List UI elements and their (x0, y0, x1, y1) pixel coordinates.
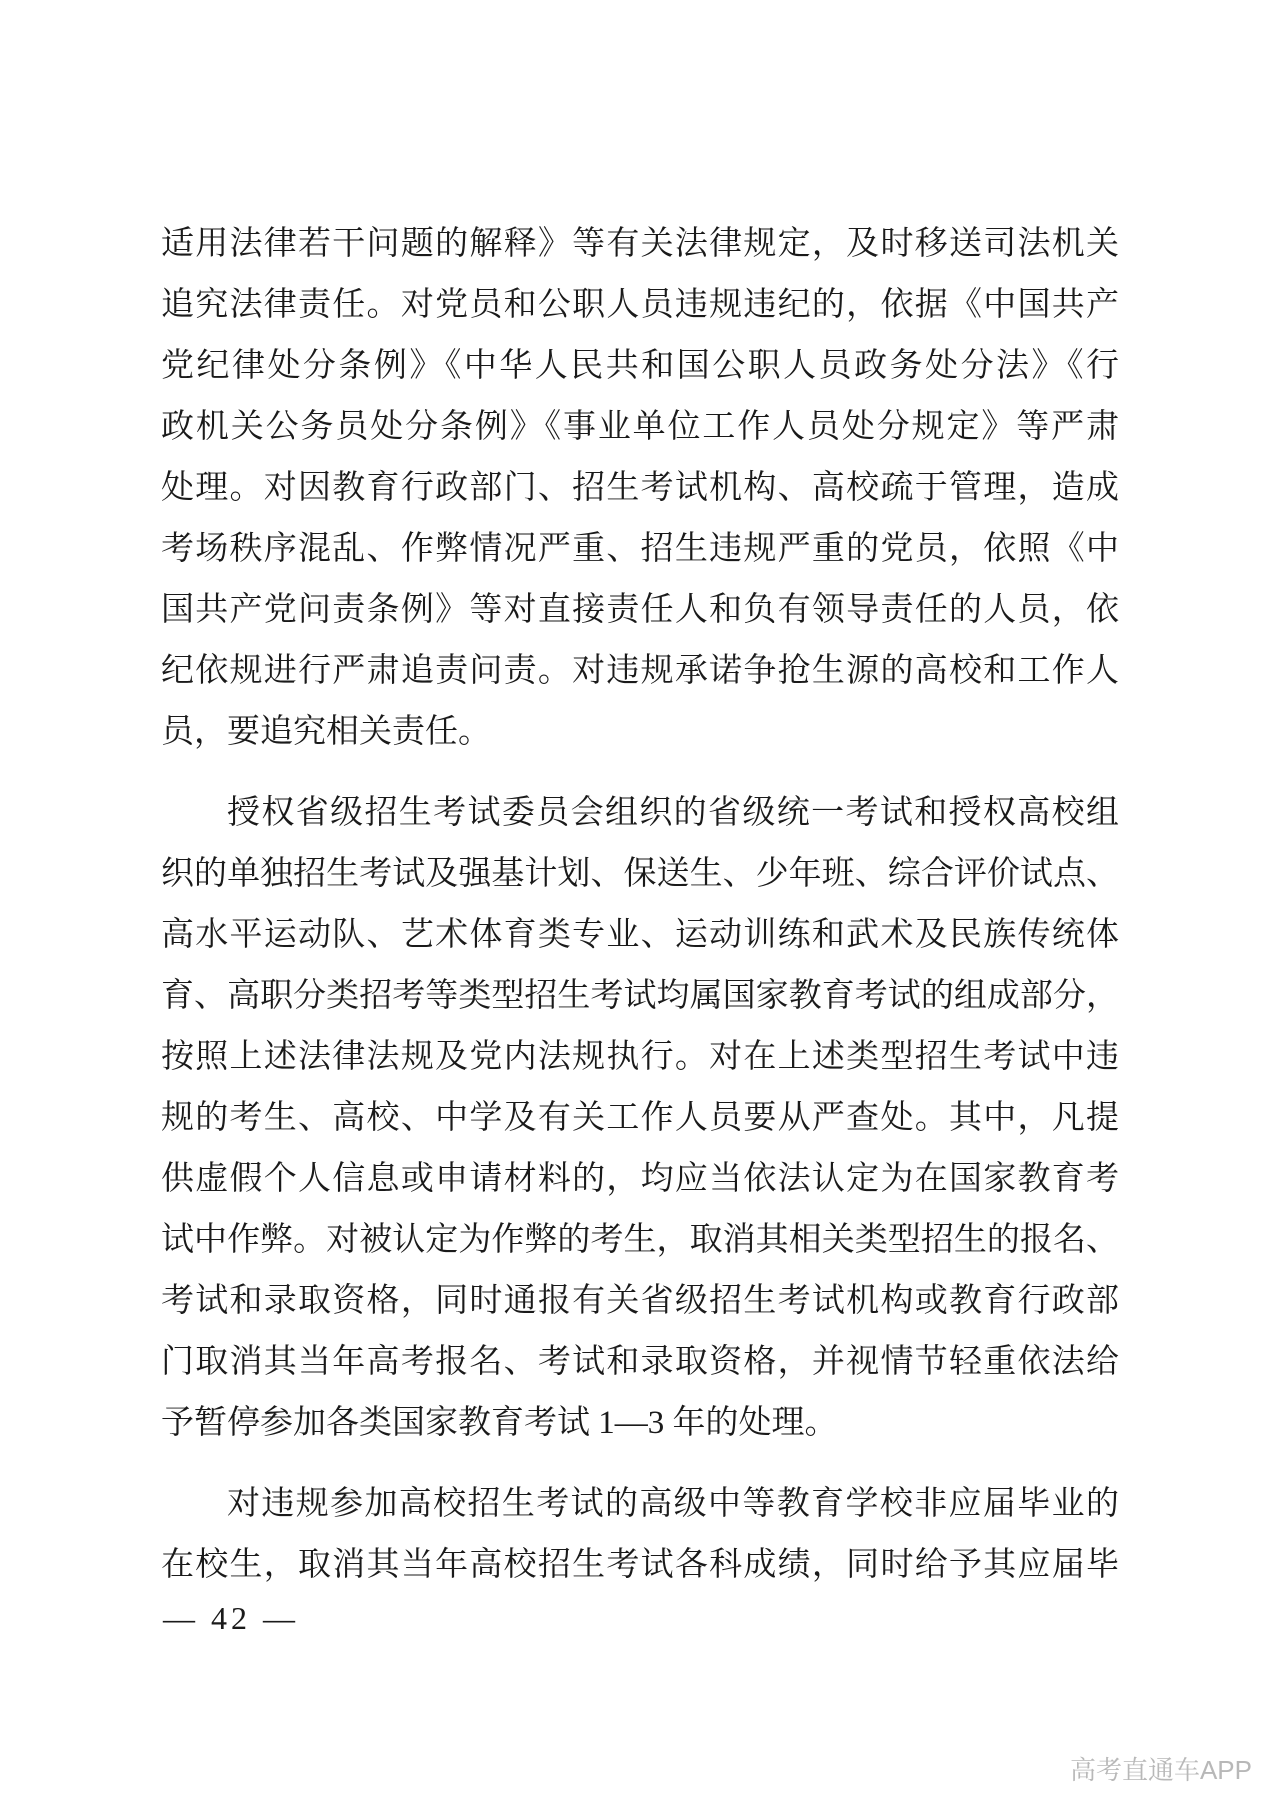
text-line: 国共产党问责条例》等对直接责任人和负有领导责任的人员，依 (161, 592, 1119, 628)
text-line: 按照上述法律法规及党内法规执行。对在上述类型招生考试中违 (161, 1039, 1119, 1075)
text-line: 织的单独招生考试及强基计划、保送生、少年班、综合评价试点、 (161, 856, 1119, 892)
text-line: 考场秩序混乱、作弊情况严重、招生违规严重的党员，依照《中 (161, 531, 1119, 567)
paragraph-1 (161, 214, 1119, 763)
text-line: 高水平运动队、艺术体育类专业、运动训练和武术及民族传统体 (161, 917, 1119, 953)
page-number: — 42 — (163, 1600, 299, 1636)
text-line: 政机关公务员处分条例》《事业单位工作人员处分规定》等严肃 (161, 409, 1119, 445)
text-line: 党纪律处分条例》《中华人民共和国公职人员政务处分法》《行 (161, 348, 1119, 384)
text-line: 适用法律若干问题的解释》等有关法律规定，及时移送司法机关 (161, 226, 1119, 262)
paragraph-3 (161, 1474, 1119, 1596)
text-line: 考试和录取资格，同时通报有关省级招生考试机构或教育行政部 (161, 1283, 1119, 1319)
text-line: 员，要追究相关责任。 (161, 714, 491, 750)
text-line: 追究法律责任。对党员和公职人员违规违纪的，依据《中国共产 (161, 287, 1119, 323)
text-line: 授权省级招生考试委员会组织的省级统一考试和授权高校组 (227, 795, 1119, 831)
watermark-label: 高考直通车APP (1069, 1755, 1252, 1785)
text-line: 纪依规进行严肃追责问责。对违规承诺争抢生源的高校和工作人 (161, 653, 1119, 689)
text-line: 对违规参加高校招生考试的高级中等教育学校非应届毕业的 (227, 1486, 1119, 1522)
text-line: 予暂停参加各类国家教育考试 1—3 年的处理。 (161, 1405, 838, 1441)
text-line: 在校生，取消其当年高校招生考试各科成绩，同时给予其应届毕 (161, 1547, 1119, 1583)
text-line: 育、高职分类招考等类型招生考试均属国家教育考试的组成部分， (161, 978, 1119, 1014)
text-line: 供虚假个人信息或申请材料的，均应当依法认定为在国家教育考 (161, 1161, 1119, 1197)
text-line: 试中作弊。对被认定为作弊的考生，取消其相关类型招生的报名、 (161, 1222, 1119, 1258)
document-body (161, 214, 1119, 1596)
paragraph-2 (161, 783, 1119, 1454)
text-line: 门取消其当年高考报名、考试和录取资格，并视情节轻重依法给 (161, 1344, 1119, 1380)
text-line: 处理。对因教育行政部门、招生考试机构、高校疏于管理，造成 (161, 470, 1119, 506)
text-line: 规的考生、高校、中学及有关工作人员要从严查处。其中，凡提 (161, 1100, 1119, 1136)
